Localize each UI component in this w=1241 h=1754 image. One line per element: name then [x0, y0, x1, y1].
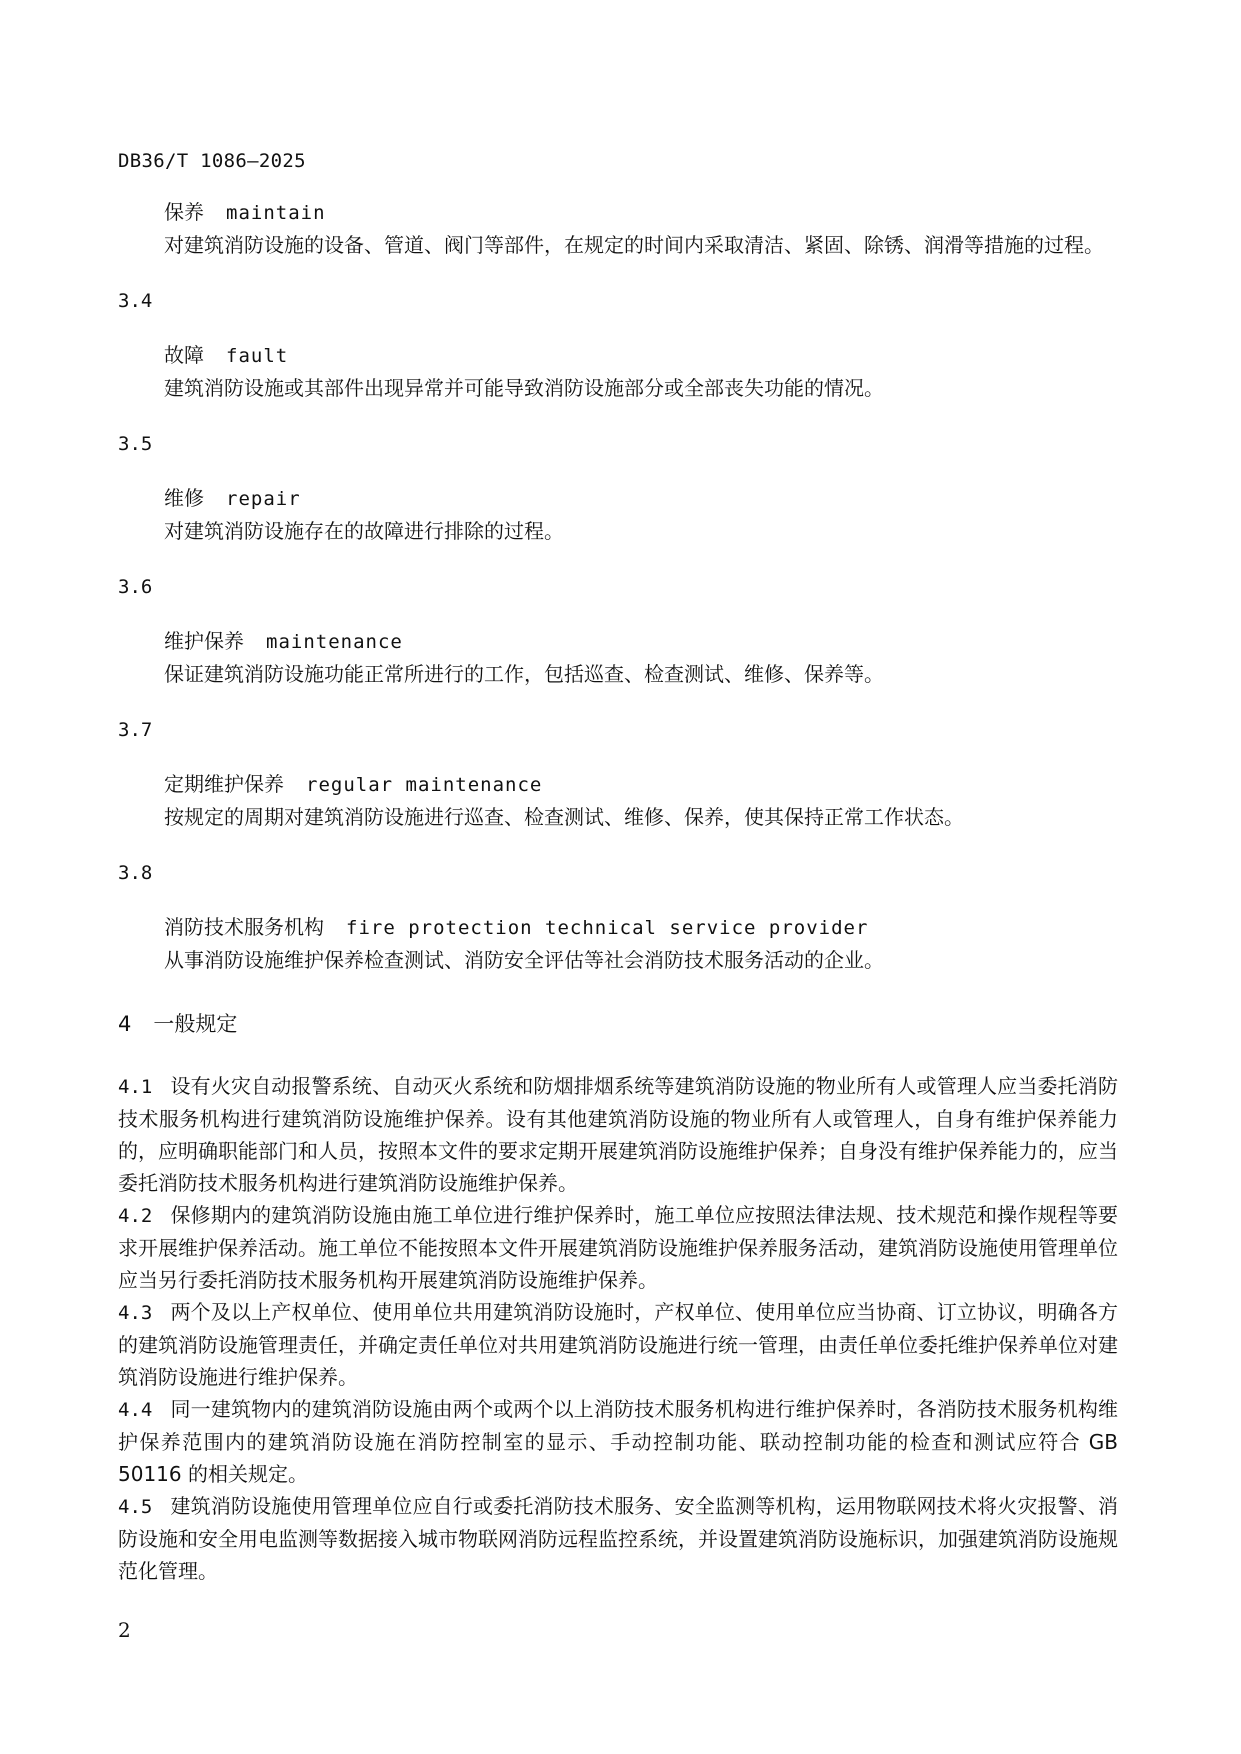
term-number: 3.7: [118, 719, 153, 741]
term-title-cn: 维护保养: [164, 629, 244, 653]
term-title: [118, 625, 1118, 658]
term-number: 3.4: [118, 290, 153, 312]
clause: [118, 1199, 1118, 1296]
term-title: [118, 196, 1118, 229]
clause-text: 同一建筑物内的建筑消防设施由两个或两个以上消防技术服务机构进行维护保养时，各消防技术服务机构维护保养范围内的建筑消防设施在消防控制室的显示、手动控制功能、联动控制功能的检查和测试应符合 GB 50116 的相关规定。: [118, 1397, 1118, 1486]
term-title: [118, 768, 1118, 801]
term-definition: 按规定的周期对建筑消防设施进行巡查、检查测试、维修、保养，使其保持正常工作状态。: [164, 805, 964, 829]
document-id: DB36/T 1086—2025: [118, 150, 306, 172]
term-title-en: fault: [226, 345, 289, 367]
term-title-en: fire protection technical service provider: [346, 917, 869, 939]
term-definition: 对建筑消防设施存在的故障进行排除的过程。: [164, 519, 564, 543]
clause: [118, 1296, 1118, 1393]
clause: [118, 1490, 1118, 1587]
term-title-cn: 定期维护保养: [164, 772, 284, 796]
term-title-cn: 故障: [164, 343, 204, 367]
clause: [118, 1393, 1118, 1490]
term-title-en: repair: [226, 488, 301, 510]
term-definition: 建筑消防设施或其部件出现异常并可能导致消防设施部分或全部丧失功能的情况。: [164, 376, 884, 400]
term-number: 3.8: [118, 862, 153, 884]
page-number: 2: [118, 1618, 131, 1642]
section-number: 4: [118, 1012, 132, 1036]
term-title: [118, 911, 1118, 944]
clause-text: 保修期内的建筑消防设施由施工单位进行维护保养时，施工单位应按照法律法规、技术规范和操作规程等要求开展维护保养活动。施工单位不能按照本文件开展建筑消防设施维护保养服务活动，建筑消防设施使用管理单位应当另行委托消防技术服务机构开展建筑消防设施维护保养。: [118, 1203, 1118, 1292]
clause-number: 4.1: [118, 1076, 153, 1098]
term-title-en: regular maintenance: [306, 774, 543, 796]
term-title-cn: 消防技术服务机构: [164, 915, 324, 939]
clause-number: 4.5: [118, 1496, 153, 1518]
document-body: [118, 196, 1118, 1587]
term-title-cn: 保养: [164, 200, 204, 224]
term-title: [118, 482, 1118, 515]
clause-text: 建筑消防设施使用管理单位应自行或委托消防技术服务、安全监测等机构，运用物联网技术将火灾报警、消防设施和安全用电监测等数据接入城市物联网消防远程监控系统，并设置建筑消防设施标识，加强建筑消防设施规范化管理。: [118, 1494, 1118, 1583]
term-definition: 保证建筑消防设施功能正常所进行的工作，包括巡查、检查测试、维修、保养等。: [164, 662, 884, 686]
term-title-cn: 维修: [164, 486, 204, 510]
term-title-en: maintain: [226, 202, 326, 224]
term-number: 3.5: [118, 433, 153, 455]
clause-number: 4.2: [118, 1205, 153, 1227]
clause-number: 4.4: [118, 1399, 153, 1421]
section-heading: [118, 1008, 1118, 1040]
clause-text: 两个及以上产权单位、使用单位共用建筑消防设施时，产权单位、使用单位应当协商、订立协议，明确各方的建筑消防设施管理责任，并确定责任单位对共用建筑消防设施进行统一管理，由责任单位委托维护保养单位对建筑消防设施进行维护保养。: [118, 1300, 1118, 1389]
term-title: [118, 339, 1118, 372]
clause-number: 4.3: [118, 1302, 153, 1324]
term-number: 3.6: [118, 576, 153, 598]
term-definition: 从事消防设施维护保养检查测试、消防安全评估等社会消防技术服务活动的企业。: [164, 948, 884, 972]
clause: [118, 1070, 1118, 1199]
clause-text: 设有火灾自动报警系统、自动灭火系统和防烟排烟系统等建筑消防设施的物业所有人或管理人应当委托消防技术服务机构进行建筑消防设施维护保养。设有其他建筑消防设施的物业所有人或管理人，自身有维护保养能力的，应明确职能部门和人员，按照本文件的要求定期开展建筑消防设施维护保养；自身没有维护保养能力的，应当委托消防技术服务机构进行建筑消防设施维护保养。: [118, 1074, 1118, 1195]
term-definition: 对建筑消防设施的设备、管道、阀门等部件，在规定的时间内采取清洁、紧固、除锈、润滑等措施的过程。: [164, 233, 1104, 257]
term-title-en: maintenance: [266, 631, 403, 653]
section-title: 一般规定: [153, 1012, 238, 1036]
